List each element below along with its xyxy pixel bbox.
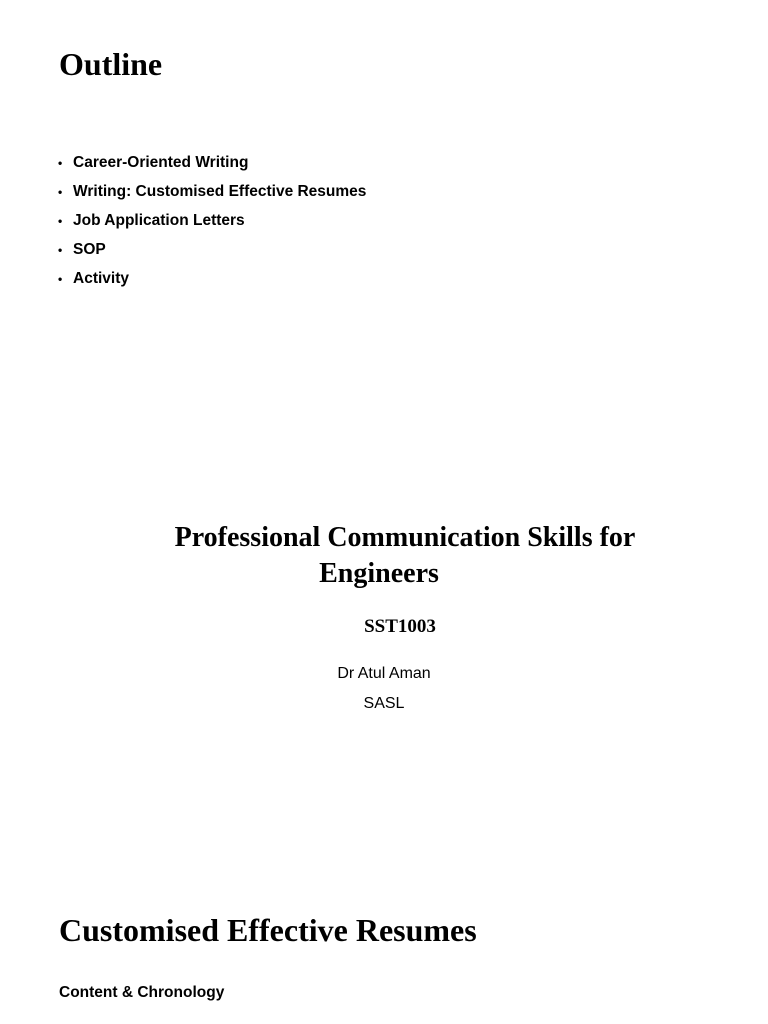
bullet-icon: •	[58, 155, 63, 170]
list-item-label: Activity	[73, 269, 129, 287]
author-block	[0, 659, 768, 719]
bullet-icon: •	[58, 271, 63, 286]
outline-list	[58, 148, 366, 293]
resumes-heading: Customised Effective Resumes	[59, 912, 477, 948]
resumes-subheading: Content & Chronology	[59, 984, 225, 1001]
list-item-label: Job Application Letters	[73, 211, 245, 229]
bullet-icon: •	[58, 184, 63, 199]
list-item	[58, 235, 366, 264]
outline-slide	[0, 0, 768, 320]
title-line-1: Professional Communication Skills for	[174, 522, 636, 553]
outline-heading: Outline	[59, 46, 163, 82]
list-item-label: SOP	[73, 240, 106, 258]
list-item	[58, 206, 366, 235]
resumes-slide	[0, 880, 768, 1024]
bullet-icon: •	[58, 242, 63, 257]
title-slide	[0, 320, 768, 740]
list-item	[58, 264, 366, 293]
list-item-label: Writing: Customised Effective Resumes	[73, 182, 367, 200]
presentation-title	[0, 520, 768, 592]
author-name: Dr Atul Aman	[337, 665, 431, 682]
list-item-label: Career-Oriented Writing	[73, 153, 249, 171]
course-code: SST1003	[364, 616, 436, 637]
author-affiliation: SASL	[363, 695, 405, 712]
list-item	[58, 177, 366, 206]
list-item	[58, 148, 366, 177]
title-line-2: Engineers	[319, 558, 439, 589]
bullet-icon: •	[58, 213, 63, 228]
